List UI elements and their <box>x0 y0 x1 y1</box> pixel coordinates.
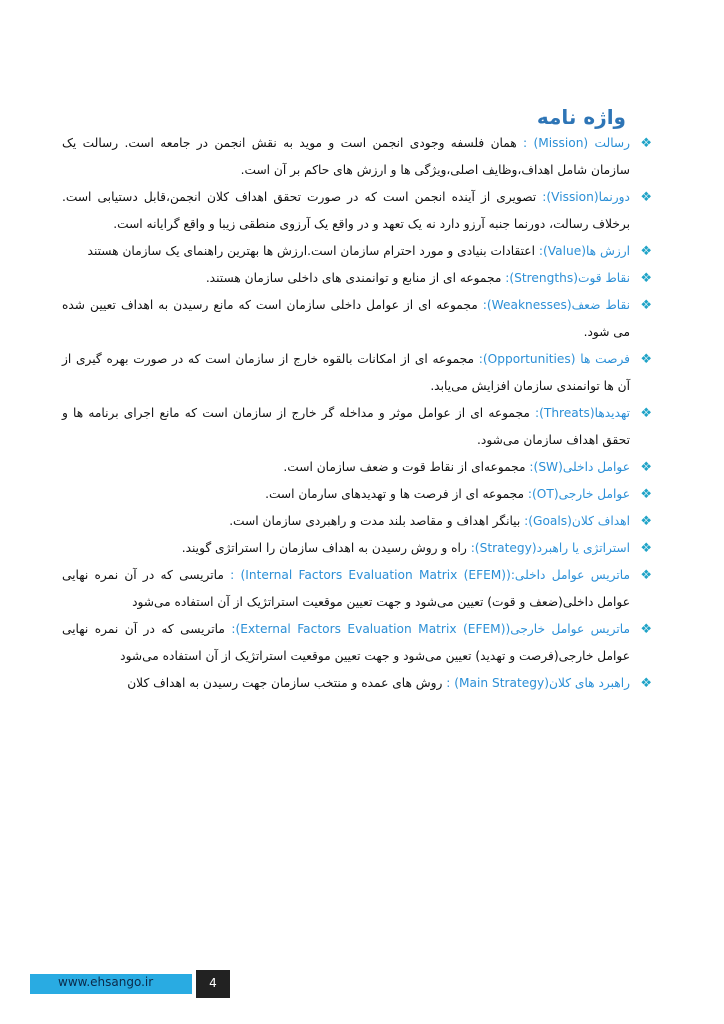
glossary-term: دورنما(Vission): <box>536 190 630 204</box>
diamond-bullet-icon: ❖ <box>640 622 652 637</box>
glossary-entry-mission <box>62 130 652 184</box>
diamond-bullet-icon: ❖ <box>640 136 652 151</box>
diamond-bullet-icon: ❖ <box>640 190 652 205</box>
glossary-definition: مجموعه ای از فرصت ها و تهدیدهای سارمان است. <box>265 487 525 501</box>
glossary-term: نقاط ضعف(Weaknesses): <box>477 298 630 312</box>
glossary-term: ارزش ها(Value): <box>534 244 630 258</box>
glossary-definition: مجموعه ای از منابع و توانمندی های داخلی سازمان هستند. <box>205 271 502 285</box>
diamond-bullet-icon: ❖ <box>640 271 652 286</box>
glossary-definition: همان فلسفه وجودی انجمن است و موید به نقش انجمن در جامعه است. رسالت یک سازمان شامل اهداف،وظایف اصلی،ویژگی ها و ارزش های حاکم بر آن است. <box>62 136 630 177</box>
diamond-bullet-icon: ❖ <box>640 568 652 583</box>
footer-website-link[interactable]: www.ehsango.ir <box>58 975 154 989</box>
glossary-definition: مجموعه ای از عوامل داخلی سازمان است که مانع رسیدن به اهداف تعیین شده می شود. <box>62 298 630 339</box>
glossary-definition: تصویری از آینده انجمن است که در صورت تحقق اهداف کلان انجمن،قابل دستیابی است. برخلاف رسالت، دورنما جنبه آرزو دارد نه یک تعهد و در واقع یک آرزوی منطقی زیبا و واقع گرایانه است. <box>62 190 630 231</box>
glossary-term: راهبرد های کلان(Main Strategy) : <box>442 676 630 690</box>
glossary-definition: ماتریسی که در آن نمره نهایی عوامل داخلی(ضعف و قوت) تعیین می‌شود و جهت تعیین موقعیت استراتژیک از آن استفاده می‌شود <box>62 568 630 609</box>
glossary-definition: مجموعه ای از عوامل موثر و مداخله گر خارج از سازمان است که مانع اجرای برنامه ها و تحقق اهداف سازمان می‌شود. <box>62 406 630 447</box>
glossary-entry-external-factors <box>62 481 652 508</box>
glossary-term: نقاط قوت(Strengths): <box>501 271 630 285</box>
glossary-entry-threats <box>62 400 652 454</box>
glossary-term: فرصت ها (Opportunities): <box>474 352 630 366</box>
glossary-entry-opportunities <box>62 346 652 400</box>
page-title: واژه نامه <box>536 105 626 130</box>
diamond-bullet-icon: ❖ <box>640 460 652 475</box>
glossary-definition: بیانگر اهداف و مقاصد بلند مدت و راهبردی سازمان است. <box>229 514 521 528</box>
diamond-bullet-icon: ❖ <box>640 676 652 691</box>
diamond-bullet-icon: ❖ <box>640 244 652 259</box>
glossary-entry-vision <box>62 184 652 238</box>
glossary-definition: مجموعه‌ای از نقاط قوت و ضعف سازمان است. <box>283 460 526 474</box>
glossary-term: ماتریس عوامل داخلی:(Internal Factors Evaluation Matrix (EFEM)) : <box>223 568 630 582</box>
glossary-entry-external-matrix <box>62 616 652 670</box>
glossary-entry-value <box>62 238 652 265</box>
glossary-term: رسالت (Mission) : <box>516 136 631 150</box>
glossary-term: اهداف کلان(Goals): <box>520 514 630 528</box>
glossary-term: استراتژی یا راهبرد(Strategy): <box>466 541 630 555</box>
diamond-bullet-icon: ❖ <box>640 541 652 556</box>
diamond-bullet-icon: ❖ <box>640 487 652 502</box>
glossary-entry-main-strategy <box>62 670 652 697</box>
glossary-entry-internal-matrix <box>62 562 652 616</box>
glossary-definition: روش های عمده و منتخب سازمان جهت رسیدن به اهداف کلان <box>127 676 443 690</box>
glossary-term: عوامل داخلی(SW): <box>525 460 630 474</box>
glossary-definition: راه و روش رسیدن به اهداف سازمان را استراتژی گویند. <box>181 541 467 555</box>
diamond-bullet-icon: ❖ <box>640 298 652 313</box>
glossary-definition: ماتریسی که در آن نمره نهایی عوامل خارجی(فرصت و تهدید) تعیین می‌شود و جهت تعیین موقعیت استراتژیک از آن استفاده می‌شود <box>62 622 630 663</box>
glossary-entry-internal-factors <box>62 454 652 481</box>
glossary-entry-goals <box>62 508 652 535</box>
glossary-term: ماتریس عوامل خارجی(External Factors Evaluation Matrix (EFEM)): <box>224 622 630 636</box>
glossary-entry-strategy <box>62 535 652 562</box>
page-number: 4 <box>209 976 217 990</box>
diamond-bullet-icon: ❖ <box>640 352 652 367</box>
glossary-entry-weaknesses <box>62 292 652 346</box>
glossary-definition: مجموعه ای از امکانات بالقوه خارج از سازمان است که در صورت بهره گیری از آن ها توانمندی سازمان افزایش می‌یابد. <box>62 352 630 393</box>
diamond-bullet-icon: ❖ <box>640 406 652 421</box>
glossary-term: عوامل خارجی(OT): <box>524 487 630 501</box>
glossary-entry-strengths <box>62 265 652 292</box>
diamond-bullet-icon: ❖ <box>640 514 652 529</box>
glossary-term: تهدیدها(Threats): <box>529 406 630 420</box>
glossary-list <box>62 130 652 697</box>
glossary-definition: اعتقادات بنیادی و مورد احترام سازمان است.ارزش ها بهترین راهنمای یک سازمان هستند <box>87 244 535 258</box>
